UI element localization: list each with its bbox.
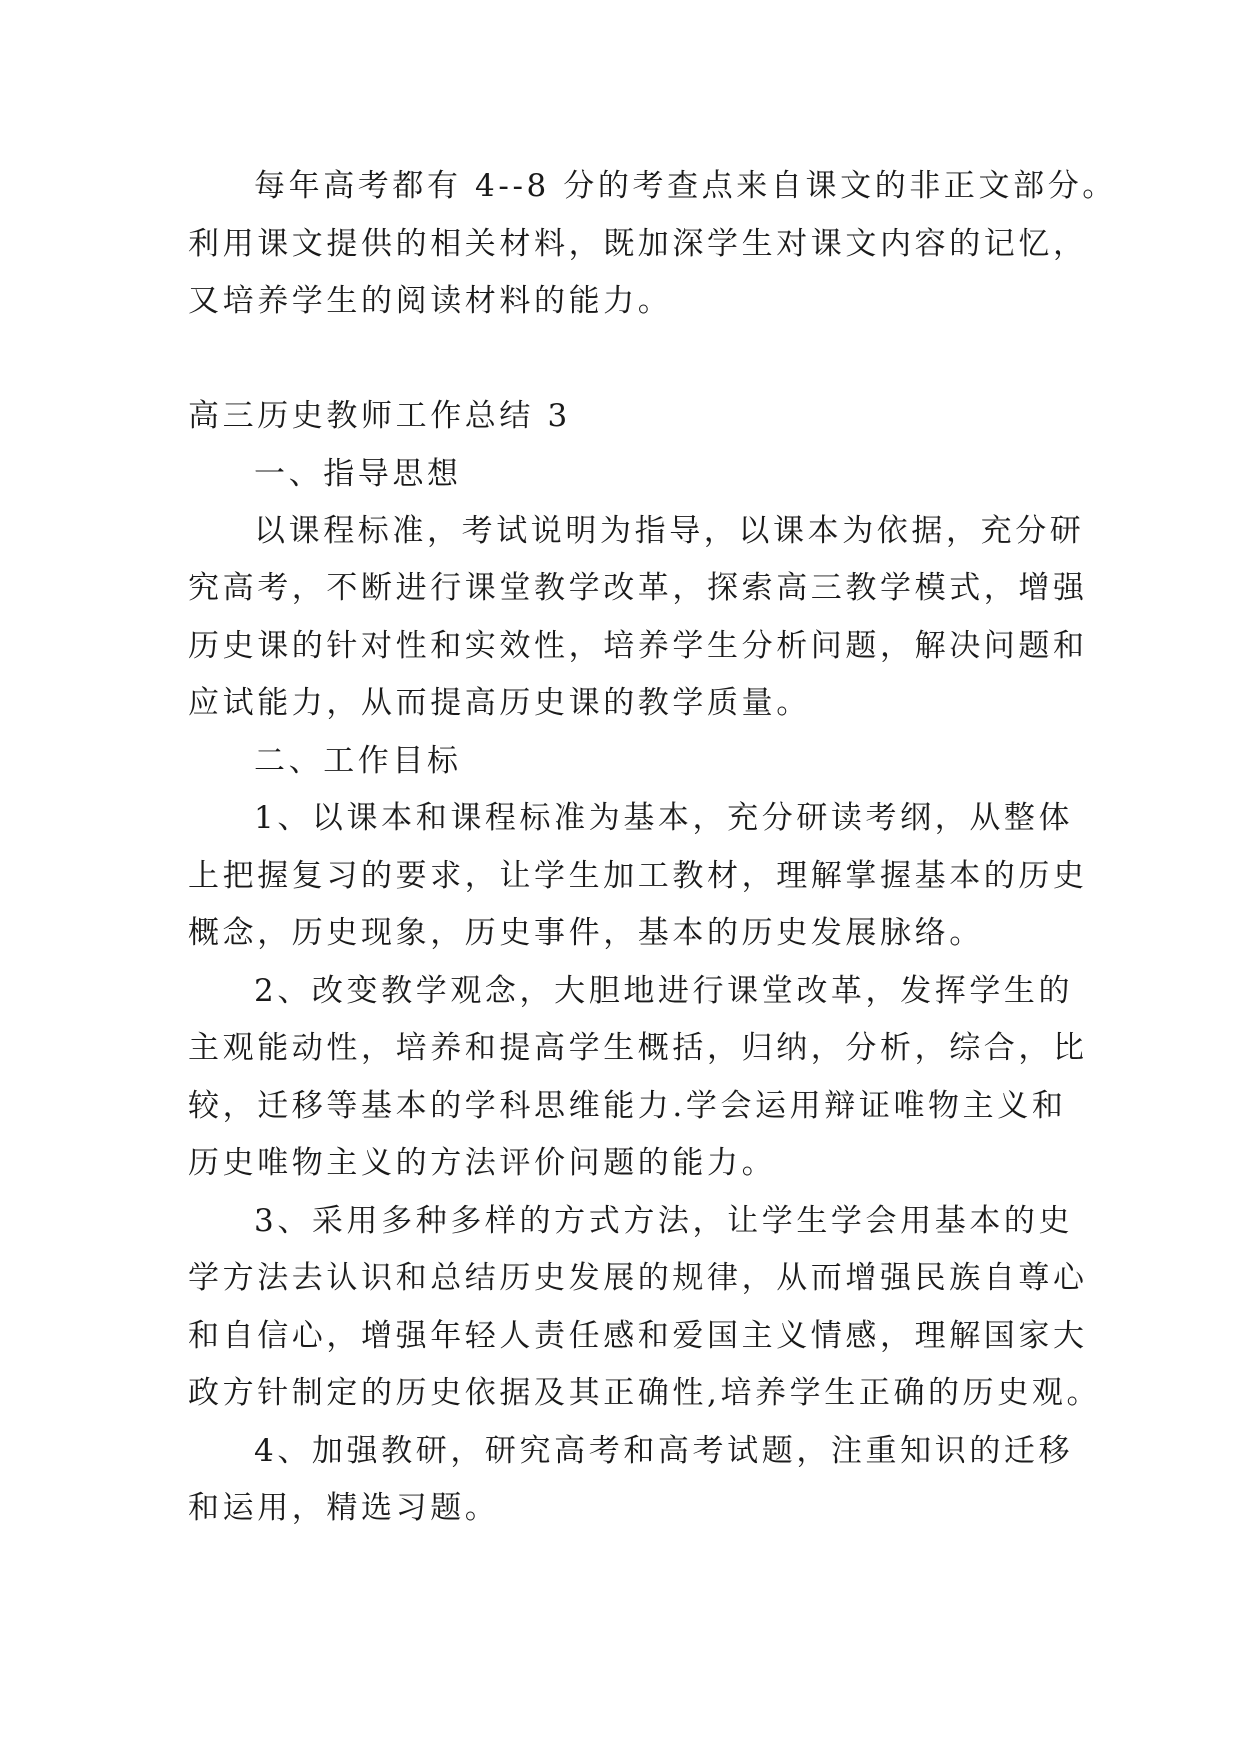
paragraph-line: 主观能动性，培养和提高学生概括，归纳，分析，综合，比 — [188, 1030, 1088, 1066]
paragraph-line: 又培养学生的阅读材料的能力。 — [188, 283, 673, 319]
paragraph-line: 历史课的针对性和实效性，培养学生分析问题，解决问题和 — [188, 628, 1088, 664]
paragraph-line: 和运用，精选习题。 — [188, 1490, 500, 1526]
paragraph-line: 应试能力，从而提高历史课的教学质量。 — [188, 685, 811, 721]
section-title: 高三历史教师工作总结 3 — [188, 398, 571, 434]
paragraph-line: 历史唯物主义的方法评价问题的能力。 — [188, 1145, 777, 1181]
paragraph-line: 概念，历史现象，历史事件，基本的历史发展脉络。 — [188, 915, 984, 951]
paragraph-line: 以课程标准，考试说明为指导，以课本为依据，充分研 — [254, 513, 1085, 549]
paragraph-line: 政方针制定的历史依据及其正确性,培养学生正确的历史观。 — [188, 1375, 1102, 1411]
paragraph-line: 上把握复习的要求，让学生加工教材，理解掌握基本的历史 — [188, 858, 1088, 894]
paragraph-line: 4、加强教研，研究高考和高考试题，注重知识的迁移 — [254, 1433, 1074, 1469]
paragraph-line: 利用课文提供的相关材料，既加深学生对课文内容的记忆， — [188, 226, 1088, 262]
paragraph-line: 每年高考都有 4--8 分的考查点来自课文的非正文部分。 — [254, 168, 1117, 204]
paragraph-line: 和自信心，增强年轻人责任感和爱国主义情感，理解国家大 — [188, 1318, 1088, 1354]
paragraph-line: 学方法去认识和总结历史发展的规律，从而增强民族自尊心 — [188, 1260, 1088, 1296]
paragraph-line: 3、采用多种多样的方式方法，让学生学会用基本的史 — [254, 1203, 1074, 1239]
paragraph-line: 究高考，不断进行课堂教学改革，探索高三教学模式，增强 — [188, 570, 1088, 606]
section-heading: 一、指导思想 — [254, 456, 462, 492]
paragraph-line: 2、改变教学观念，大胆地进行课堂改革，发挥学生的 — [254, 973, 1074, 1009]
section-heading: 二、工作目标 — [254, 743, 462, 779]
paragraph-line: 1、以课本和课程标准为基本，充分研读考纲，从整体 — [254, 800, 1074, 836]
paragraph-line: 较，迁移等基本的学科思维能力.学会运用辩证唯物主义和 — [188, 1088, 1067, 1124]
